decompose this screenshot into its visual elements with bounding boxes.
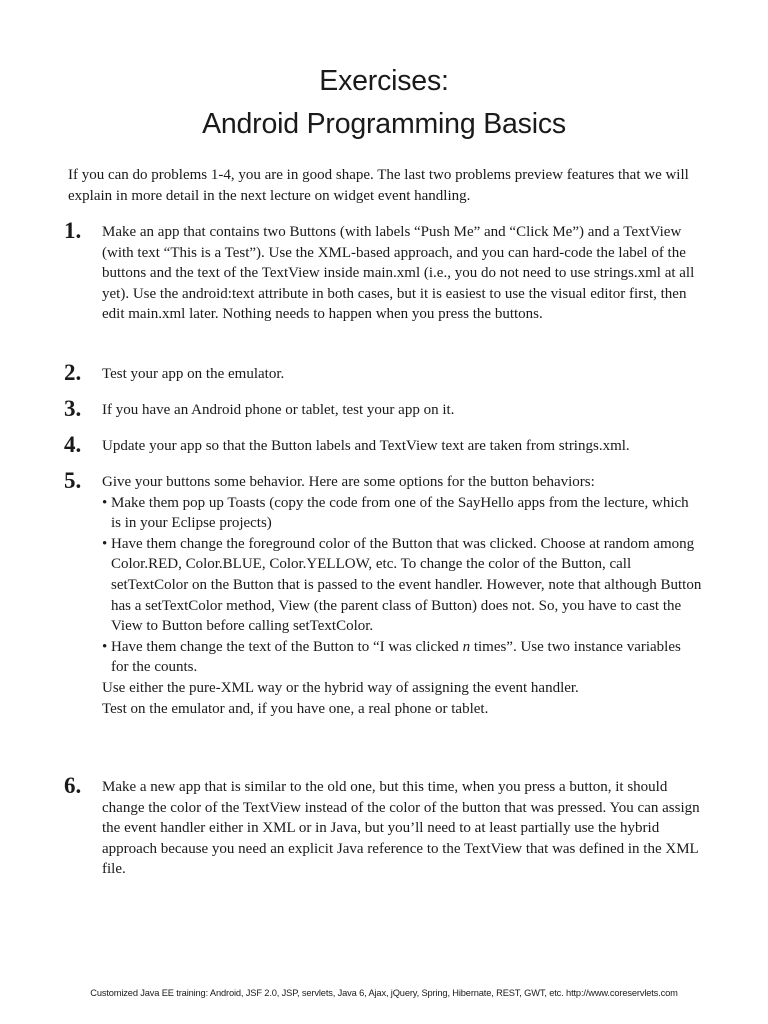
title-line-2: Android Programming Basics bbox=[202, 108, 566, 140]
exercise-paragraph: Update your app so that the Button labels and TextView text are taken from strings.xml. bbox=[102, 438, 630, 454]
exercise-note: Use either the pure-XML way or the hybrid way of assigning the event handler. bbox=[102, 679, 579, 696]
exercise-paragraph: Make a new app that is similar to the old one, but this time, when you press a button, it should change the color of the TextView instead of the color of the button that was pressed. You can assign the event handler either in XML or in Java, but you’ll need to at least partially use the hybrid approach because you need an explicit Java reference to the TextView that was defined in the XML file. bbox=[102, 779, 700, 878]
intro-paragraph: If you can do problems 1-4, you are in good shape. The last two problems preview features that we will explain in more detail in the next lecture on widget event handling. bbox=[68, 167, 689, 204]
page-title bbox=[0, 60, 768, 146]
exercise-number: 3. bbox=[64, 396, 82, 421]
bullet-item: • Have them change the foreground color of the Button that was clicked. Choose at random among Color.RED, Color.BLUE, Color.YELLOW, etc. To change the color of the Button, call setTextColor on the Button that is passed to the event handler. However, note that although Button has a setTextColor method, View (the parent class of Button) does not. So, you have to cast the View to Button before calling setTextColor. bbox=[102, 535, 702, 635]
exercise-text bbox=[102, 436, 702, 457]
exercise-paragraph: Test your app on the emulator. bbox=[102, 366, 285, 382]
exercise-text bbox=[102, 364, 702, 385]
exercise-paragraph: If you have an Android phone or tablet, test your app on it. bbox=[102, 402, 455, 418]
bullet-item bbox=[102, 637, 702, 678]
exercise-text bbox=[102, 777, 702, 880]
exercise-note: Test on the emulator and, if you have one, a real phone or tablet. bbox=[102, 700, 489, 717]
bullet-item: • Make them pop up Toasts (copy the code from one of the SayHello apps from the lecture, which is in your Eclipse projects) bbox=[102, 494, 689, 532]
exercise-number: 6. bbox=[64, 773, 82, 798]
exercise-number: 5. bbox=[64, 468, 82, 493]
exercise-text bbox=[102, 472, 702, 719]
exercise-text bbox=[102, 222, 702, 325]
page-footer: Customized Java EE training: Android, JSF 2.0, JSP, servlets, Java 6, Ajax, jQuery, Spring, Hibernate, REST, GWT, etc. http://www.coreservlets.com bbox=[90, 988, 678, 998]
exercise-number: 2. bbox=[64, 360, 82, 385]
exercise-text bbox=[102, 400, 702, 421]
title-line-1: Exercises: bbox=[319, 65, 449, 97]
bullet-text-start: • Have them change the text of the Button to “I was clicked bbox=[102, 638, 463, 655]
exercise-number: 4. bbox=[64, 432, 82, 457]
exercise-number: 1. bbox=[64, 218, 82, 243]
bullet-text-end: times”. Use two instance variables for the counts. bbox=[111, 638, 681, 676]
exercise-paragraph: Make an app that contains two Buttons (with labels “Push Me” and “Click Me”) and a TextView (with text “This is a Test”). Use the XML-based approach, and you can hard-code the label of the buttons and the text of the TextView inside main.xml (i.e., you do not need to use strings.xml at all yet). Use the android:text attribute in both cases, but it is easiest to use the visual editor first, then edit main.xml later. Nothing needs to happen when you press the buttons. bbox=[102, 224, 695, 323]
exercise-paragraph: Give your buttons some behavior. Here are some options for the button behaviors: bbox=[102, 474, 595, 490]
bullet-text-italic: n bbox=[462, 638, 471, 655]
